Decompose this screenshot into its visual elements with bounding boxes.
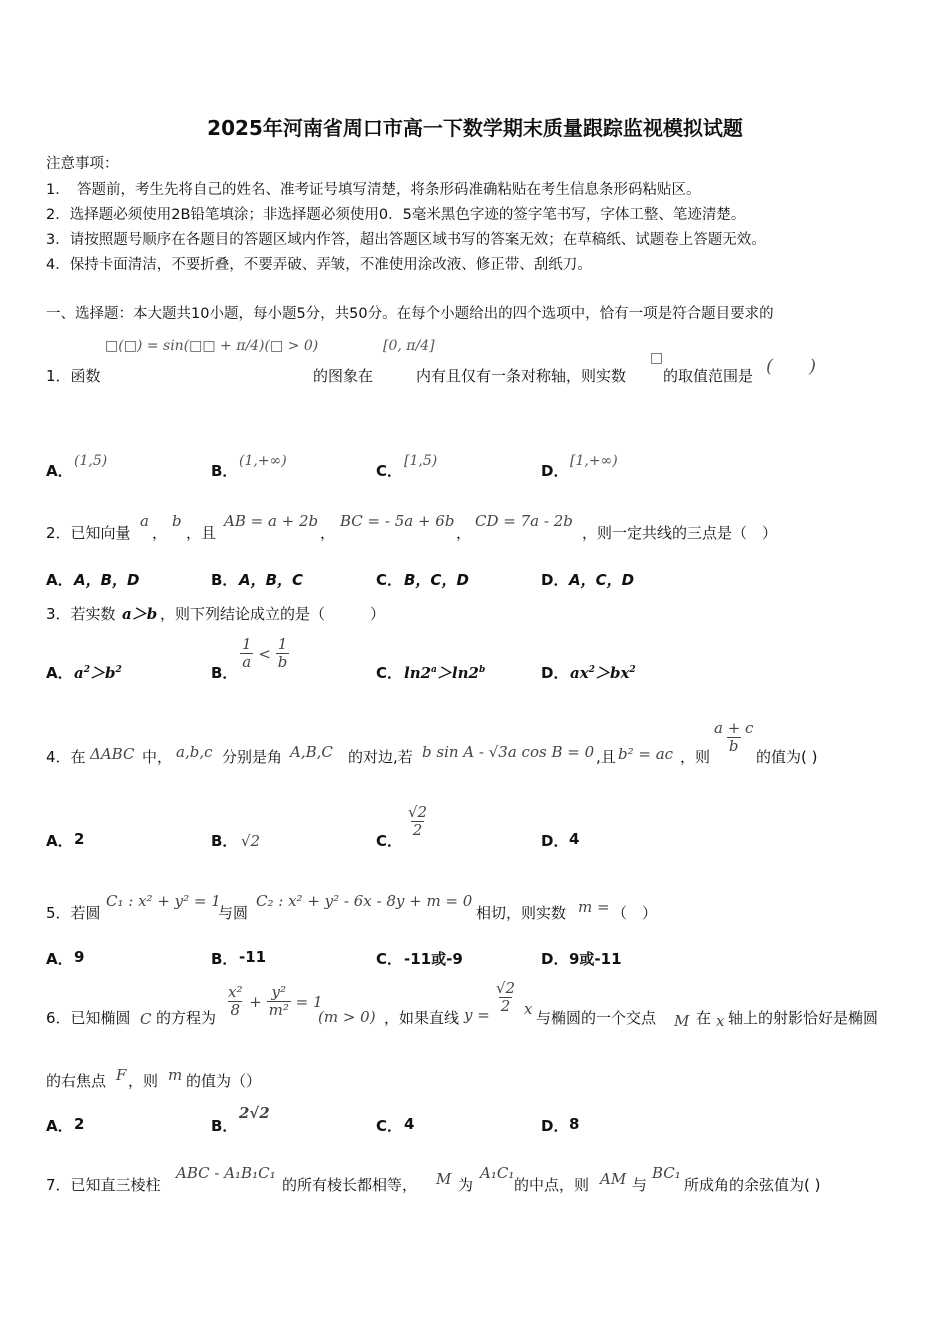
q4-option-b-label: B． (211, 832, 238, 850)
q6-ellipse-name: C (140, 1010, 152, 1028)
q4-triangle: ΔABC (90, 745, 135, 763)
q1-mid1: 的图象在 (313, 367, 374, 385)
q7-t5: 所成角的余弦值为( ) (684, 1176, 821, 1194)
q4-option-a-label: A． (46, 832, 73, 850)
q3-cond: a＞b (122, 605, 158, 623)
q3-option-a: $a^2>b^2$ (74, 664, 122, 682)
q5-option-b: -11 (239, 948, 267, 966)
q5-m: m = (578, 898, 610, 916)
q4-option-a: 2 (74, 830, 85, 848)
q4-option-c-label: C． (376, 832, 403, 850)
notice-item: 4．保持卡面清洁，不要折叠，不要弄破、弄皱，不准使用涂改液、修正带、刮纸刀。 (46, 257, 592, 273)
q6-ellipse-equation: $\frac{\text{x²}}{8}$ + $\frac{\text{y²}}{\text{m²}}$ = 1 (228, 983, 323, 1020)
q2-option-c: B，C，D (404, 571, 469, 589)
q3-option-c: $\ln 2^a>\ln 2^b$ (404, 664, 486, 682)
q4-option-b: √2 (241, 832, 261, 850)
q1-mid2: 内有且仅有一条对称轴，则实数 (416, 367, 627, 385)
q6-line2a: 的右焦点 (46, 1072, 107, 1090)
q5-option-a-label: A． (46, 950, 73, 968)
q7-t3: 的中点，则 (514, 1176, 590, 1194)
q6-line-slope: $\frac{√2}{2}$ (496, 979, 516, 1016)
q4-t4: ,且 (596, 748, 616, 766)
q6-t4: 在 (696, 1009, 712, 1027)
q4-t5: ，则 (680, 748, 711, 766)
q5-option-d: 9或-11 (569, 950, 622, 968)
q6-option-a: 2 (74, 1115, 85, 1133)
q6-option-a-label: A． (46, 1117, 73, 1135)
q5-option-c: -11或-9 (404, 950, 463, 968)
q6-option-b-label: B． (211, 1117, 238, 1135)
q4-option-d: 4 (569, 830, 580, 848)
q6-option-c-label: C． (376, 1117, 403, 1135)
q1-interval: [0, π/4] (383, 338, 435, 354)
q4-sides: a,b,c (176, 743, 213, 761)
q6-pre: 6．已知椭圆 (46, 1009, 131, 1027)
q4-fraction: $\frac{a + c}{b}$ (714, 719, 754, 756)
q3-option-c-label: C． (376, 664, 403, 682)
q3-option-a-label: A． (46, 664, 73, 682)
q7-point-m: M (436, 1170, 452, 1188)
q5-option-a: 9 (74, 948, 85, 966)
q1-option-a: (1,5) (74, 453, 108, 469)
q2-option-a-label: A． (46, 571, 73, 589)
q4-t6: 的值为( ) (756, 748, 818, 766)
q2-vec-b: b (172, 512, 182, 530)
q6-line2c: 的值为（） (186, 1072, 262, 1090)
q2-option-a: A，B，D (74, 571, 140, 589)
q4-angles: A,B,C (290, 743, 333, 761)
q6-x-axis: x (716, 1012, 725, 1030)
q4-b2: b² = ac (618, 745, 674, 763)
q2-ab: AB = a + 2b (224, 512, 319, 530)
q1-var: □ (650, 350, 664, 366)
q5-circle-1: C₁ : x² + y² = 1 (106, 892, 221, 910)
q7-segment-am: AM (600, 1170, 627, 1188)
q3-option-d-label: D． (541, 664, 569, 682)
q2-bc: BC = - 5a + 6b (340, 512, 455, 530)
q6-t2: ，如果直线 (384, 1009, 460, 1027)
q2-post: ，则一定共线的三点是（ ） (582, 524, 778, 542)
q7-prism: ABC - A₁B₁C₁ (176, 1164, 276, 1182)
q5-t1: 与圆 (218, 904, 249, 922)
q4-t2: 分别是角 (222, 748, 283, 766)
q7-segment-a1c1: A₁C₁ (480, 1164, 515, 1182)
q5-pre: 5．若圆 (46, 904, 101, 922)
q5-circle-2: C₂ : x² + y² - 6x - 8y + m = 0 (256, 892, 473, 910)
q1-option-c: [1,5) (404, 453, 438, 469)
q3-pre: 3．若实数 (46, 605, 116, 623)
notice-heading: 注意事项： (46, 156, 119, 172)
q6-t1: 的方程为 (156, 1009, 217, 1027)
q4-option-c: $\frac{√2}{2}$ (408, 803, 428, 840)
q5-t2: 相切，则实数 (476, 904, 567, 922)
q6-line2b: ，则 (128, 1072, 159, 1090)
q1-option-c-label: C． (376, 462, 403, 480)
q4-t1: 中， (142, 748, 173, 766)
q1-post: 的取值范围是 (663, 367, 754, 385)
q2-pre: 2．已知向量 (46, 524, 131, 542)
q2-vec-a: a (140, 512, 149, 530)
q2-option-d: A，C，D (569, 571, 635, 589)
q2-option-c-label: C． (376, 571, 403, 589)
q2-comma: ， (152, 524, 168, 542)
notice-item: 3．请按照题号顺序在各题目的答题区域内作答，超出答题区域书写的答案无效；在草稿纸、试题卷上答题无效。 (46, 232, 766, 248)
q2-option-d-label: D． (541, 571, 569, 589)
q7-t1: 的所有棱长都相等， (282, 1176, 418, 1194)
q4-pre: 4．在 (46, 748, 86, 766)
q2-option-b: A，B，C (239, 571, 304, 589)
q1-option-a-label: A． (46, 462, 73, 480)
q5-t3: （ ） (612, 904, 658, 922)
q5-option-b-label: B． (211, 950, 238, 968)
q6-option-d: 8 (569, 1115, 580, 1133)
q6-point-m: M (674, 1012, 690, 1030)
notice-item: 2．选择题必须使用2B铅笔填涂；非选择题必须使用0．5毫米黑色字迹的签字笔书写，字体工整、笔迹清楚。 (46, 207, 746, 223)
q2-cd: CD = 7a - 2b (475, 512, 573, 530)
q6-t5: 轴上的射影恰好是椭圆 (728, 1009, 879, 1027)
q5-option-d-label: D． (541, 950, 569, 968)
notice-item: 1． 答题前，考生先将自己的姓名、准考证号填写清楚，将条形码准确粘贴在考生信息条形码粘贴区。 (46, 182, 701, 198)
q6-line-y: y = (464, 1006, 490, 1024)
q6-condition: (m > 0) (318, 1008, 376, 1026)
q2-sep: ， (320, 524, 336, 542)
q1-option-d: [1,+∞) (570, 453, 618, 469)
q7-pre: 7．已知直三棱柱 (46, 1176, 161, 1194)
page-title: 2025年河南省周口市高一下数学期末质量跟踪监视模拟试题 (207, 116, 743, 140)
q4-option-d-label: D． (541, 832, 569, 850)
q5-option-c-label: C． (376, 950, 403, 968)
q6-line-x: x (524, 1000, 533, 1018)
q1-option-b-label: B． (211, 462, 238, 480)
q2-option-b-label: B． (211, 571, 238, 589)
q6-option-c: 4 (404, 1115, 415, 1133)
q1-pre: 1．函数 (46, 367, 101, 385)
q3-option-b: $\frac{1}{a}$ < $\frac{1}{b}$ (242, 635, 288, 672)
q3-post: ，则下列结论成立的是（ ） (160, 605, 386, 623)
q2-and: ，且 (186, 524, 217, 542)
q6-option-b: 2√2 (239, 1104, 270, 1122)
section-heading: 一、选择题：本大题共10小题，每小题5分，共50分。在每个小题给出的四个选项中，恰有一项是符合题目要求的 (46, 306, 774, 322)
q1-option-b: (1,+∞) (239, 453, 287, 469)
q2-sep: ， (456, 524, 472, 542)
q3-option-b-label: B． (211, 664, 238, 682)
q7-t4: 与 (632, 1176, 648, 1194)
q7-t2: 为 (458, 1176, 474, 1194)
q6-t3: 与椭圆的一个交点 (536, 1009, 657, 1027)
q4-t3: 的对边,若 (348, 748, 413, 766)
q6-focus-f: F (116, 1066, 127, 1084)
q1-option-d-label: D． (541, 462, 569, 480)
q6-m: m (168, 1066, 183, 1084)
q1-paren: ( ) (766, 356, 817, 377)
q7-segment-bc1: BC₁ (652, 1164, 681, 1182)
q6-option-d-label: D． (541, 1117, 569, 1135)
q4-equation: b sin A - √3a cos B = 0 (422, 743, 595, 761)
q3-option-d: $ax^2>bx^2$ (570, 664, 636, 682)
q1-formula: □(□) = sin(□□ + π/4)(□ > 0) (105, 338, 319, 354)
